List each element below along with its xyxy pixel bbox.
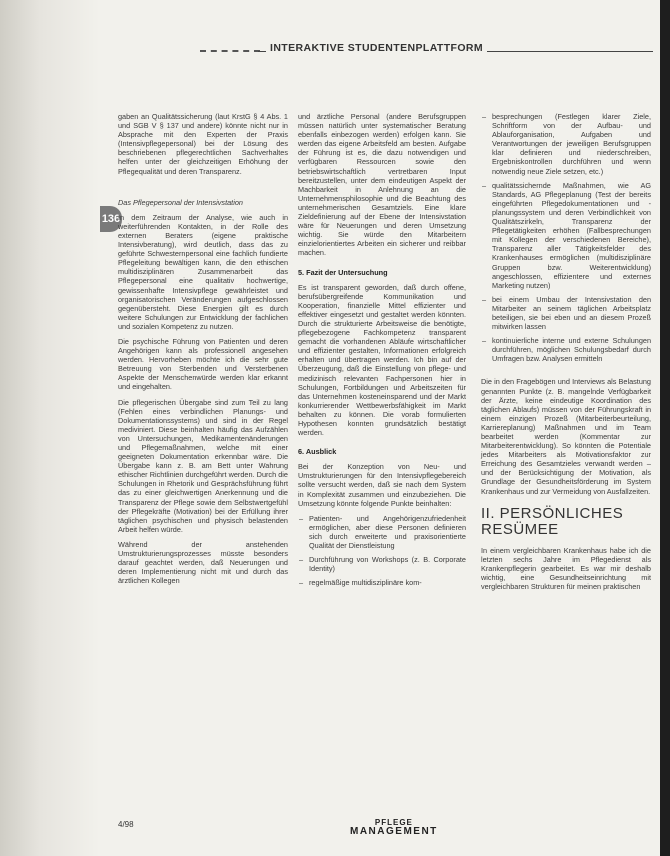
text-column-2: [298, 112, 466, 593]
header-dash-rule: [200, 50, 260, 52]
paragraph: Bei der Konzeption von Neu- und Umstrukturierungen für den Intensivpflegebereich sollte versucht werden, daß sie nach dem System in Komplexität zusammen und einzubeziehen. Die Umsetzung könnte folgende Punkte beinhalten:: [298, 462, 466, 508]
list-item: – bei einem Umbau der Intensivstation den Mitarbeiter an seinem täglichen Arbeitsplatz beteiligen, sie bei eben und an diesem Prozeß mitwirken lassen: [492, 295, 651, 331]
logo-line-2: MANAGEMENT: [350, 826, 438, 837]
bullet-list: [481, 112, 651, 363]
paragraph: Es ist transparent geworden, daß durch offene, berufsübergreifende Kommunikation und Kooperation, finanzielle Mittel effizienter und effektiver eingesetzt und gestaltet werden könnten. Durch die strukturierte Arbeitsweise die benötigte, pflegebezogene Fachkompetenz transparent gemacht die vorhandenen Abläufe wirtschaftlicher und effizienter gestalten, Informationen erfolgreich erhalten und übertragen werden. Ich bin auf der Überzeugung, daß die Einstellung von pflege- und medizinisch relevanten Fachpersonen hier in Schulungen, Fortbildungen und Arbeitszeiten für das Unternehmen kosteneinsparend und der Markt konkurrierender Wettbewerbsfähigkeit im Markt behalten zu können. Die vorab formulierten Hypothesen konnten grundsätzlich bestätigt werden.: [298, 282, 466, 438]
paragraph: Während der anstehenden Umstrukturierungsprozesses müsste besonders darauf geachtet werden, daß Neuerungen und deren Implementierung nicht mit und durch das ärztlichen Kollegen: [118, 539, 288, 586]
footer-issue-number: 4/98: [118, 820, 134, 829]
binding-shadow: [0, 0, 100, 856]
list-item: – Patienten- und Angehörigenzufriedenheit ermöglichen, aber diese Personen definieren sich durch erweiterte und praxisorientierte Qualität der Dienstleistung: [309, 514, 466, 550]
paragraph: Die in den Fragebögen und Interviews als Belastung genannten Punkte (z. B. mangelnde Verfügbarkeit der Ärzte, keine eindeutige Koordination des täglichen Ablaufs) müssen von der Führungskraft in einem einzigen Prozeß (Mitarbeiterbeurteilung, Karriereplanung) Maßnahmen und im Team bearbeitet werden (Kommentar zur Mitarbeiterentwicklung). So könnten die Potentiale jedes Mitarbeiters als Motivationsfaktor zur Erreichung des Gesamtzieles verwandt werden – und der Berücksichtigung der Motivation, als Grundlage der Gesundheitsförderung im System Krankenhaus und zur Vermeidung von Ausfallzeiten.: [481, 377, 651, 496]
text-column-3: [481, 112, 651, 597]
section-heading-5: 5. Fazit der Untersuchung: [298, 267, 388, 277]
text-column-1: [118, 112, 288, 591]
page-number-tab: 136: [100, 206, 122, 232]
bullet-list: [298, 514, 466, 588]
paragraph: In einem vergleichbaren Krankenhaus habe ich die letzten sechs Jahre im Pflegedienst als Krankenpflegerin gearbeitet. Es war mir deshalb wichtig, eine Gesundheitseinrichtung mit vergleichbaren Strukturen für meinen praktischen: [481, 545, 651, 592]
list-item: – kontinuierliche interne und externe Schulungen durchführen, möglichen Schulungsbedarf durch Umfragen bzw. Analysen ermitteln: [492, 336, 651, 363]
list-item: – Durchführung von Workshops (z. B. Corporate Identity): [309, 555, 466, 573]
paragraph: und ärztliche Personal (andere Berufsgruppen müssen natürlich unter systematischer Beratung ebenfalls einbezogen werden) erfolgen kann. Sie werden das eigene Arbeitsfeld am besten. Aufgabe der Führung ist es, die dazu notwendigen und verfügbaren Ressourcen sowie den betriebswirtschaftlich vertretbaren Input bereitzustellen, unter dem eindeutigen Aspekt der Machbarkeit in Anlehnung an die Unternehmensphilosophie und die Beachtung des unternehmerischen Gesamtziels. Eine klare Zieldefinierung auf der Ebene der Intensivstation wäre für Neuerungen und deren Umsetzung wichtig. Sie würde den Mitarbeitern einzielorientiertes Arbeiten ein sicherer und reibbar machen.: [298, 112, 466, 258]
subheading: Das Pflegepersonal der Intensivstation: [118, 197, 243, 207]
paragraph: In dem Zeitraum der Analyse, wie auch in weiterführenden Kontakten, in der Rolle des externen Beraters (eigene praktische Intensivberatung), wird deutlich, dass das zu geführte Schwesternpersonal eine fachlich fundierte Pflegeleitung bewältigen kann, die den ethischen multidisziplinären Zusammenarbeit das Pflegepersonal eine qualitativ hochwertige, gewissenhafte Intensivpflege gewährleistet und organisatorischen Veränderungen aufgeschlossen gegenübersteht. Diese Energien gilt es durch weitere Schulungen zur Entwicklung der fachlichen und sozialen Kompetenz zu nutzen.: [118, 212, 288, 331]
magazine-logo: [350, 818, 438, 836]
logo-line-1: PFLEGE: [374, 818, 413, 827]
section-heading-resumee: II. PERSÖNLICHES RESÜMEE: [481, 504, 624, 538]
list-item: – regelmäßige multidisziplinäre kom-: [309, 578, 466, 587]
running-header: INTERAKTIVE STUDENTENPLATTFORM: [266, 42, 487, 54]
scan-edge: [660, 0, 670, 856]
paragraph: gaben an Qualitätssicherung (laut KrstG § 4 Abs. 1 und SGB V § 137 und andere) könnte nicht nur in Absprache mit den Experten der Praxis (Intensivpflegepersonal) bei der Lösung des beschriebenen pflegerechtlichen Sachverhaltes helfen unter der gleichzeitigen Erhöhung der Pflegequalität und deren Transparenz.: [118, 112, 288, 176]
section-heading-6: 6. Ausblick: [298, 447, 337, 457]
list-item: – besprechungen (Festlegen klarer Ziele, Schriftform von der Aufbau- und Ablauforganisation, Aufgaben und Verantwortungen der jeweiligen Berufsgruppen klar definieren und niederschreiben, Ergebniskontrollen durchführen und wenn notwendig neue Ziele setzen, etc.): [492, 112, 651, 176]
paragraph: Die psychische Führung von Patienten und deren Angehörigen kann als professionell angesehen werden. Hervorheben möchte ich die sehr gute Betreuung von Sterbenden und Versterbenen Aspekte der Menschenwürde werden klar erkannt und eingehalten.: [118, 336, 288, 392]
paragraph: Die pflegerischen Übergabe sind zum Teil zu lang (Fehlen eines verbindlichen Planungs- und Dokumentationssystems) und sind in der Regel mediviniert. Diese beinhalten häufig das Aufzählen von Untersuchungen, Medikamentenänderungen und Pflegemaßnahmen, welche mit einer geeigneten Dokumentation erkennbar wäre. Die Übergabe kann z. B. am Bett unter Wahrung ethischer Richtlinien durchgeführt werden. Durch die Schulungen in Rhetorik und Gesprächsführung führt das zu einer gleichwertigen Anerkennung und die Transparenz der Pflege sowie dem Selbstwertgefühl der Pflegekräfte (Motivation) bei der Erfüllung ihrer täglichen psychischen und physisch belastenden Arbeit helfen würde.: [118, 397, 288, 534]
list-item: – qualitätssichernde Maßnahmen, wie AG Standards, AG Pflegeplanung (Test der bereits eingeführten Pflegedokumentationen und -planungssystem und deren Verbindlichkeit von Qualitätszirkeln, Transparenz der Pflegetätigkeiten erhöhen (Fallbesprechungen mit Kollegen der verschiedenen Bereiche), Transparenz aller Tätigkeitsfelder des Krankenhauses ermöglichen (multidisziplinäre Gruppen bzw. Weiterentwicklung) angeschlossen, effizientere und externes Marketing nutzen): [492, 181, 651, 290]
